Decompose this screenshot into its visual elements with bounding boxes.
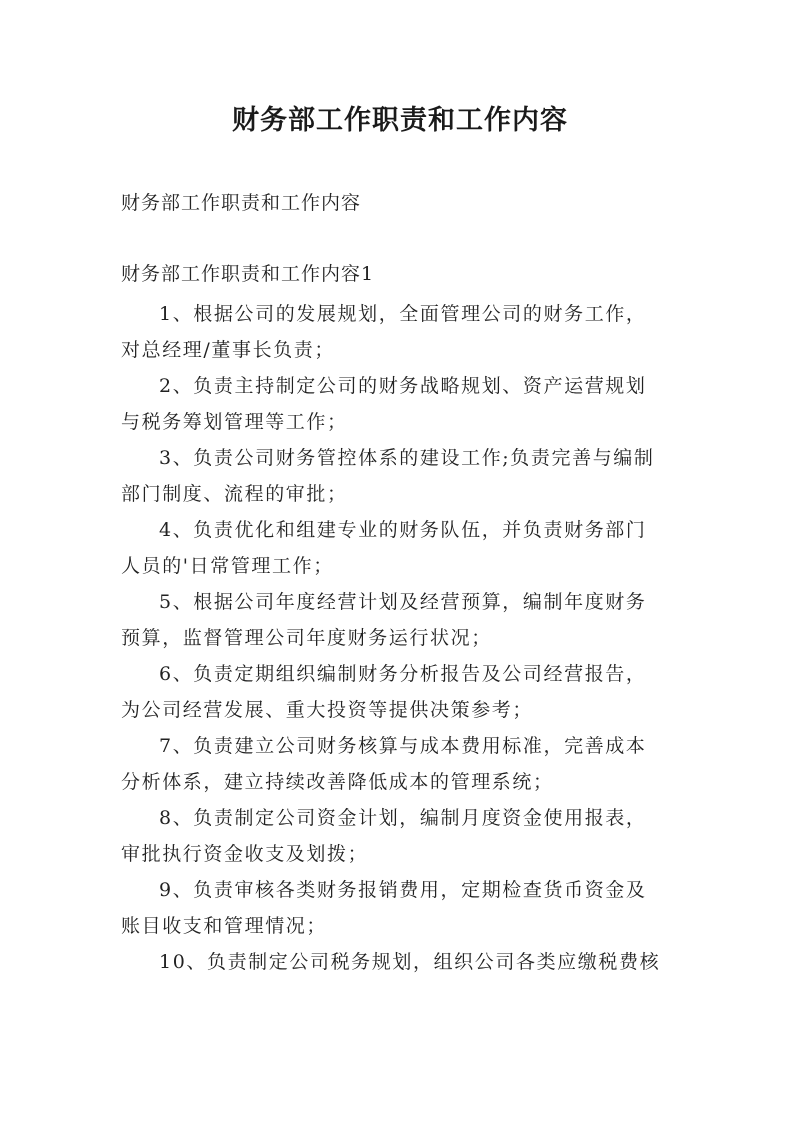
document-title: 财务部工作职责和工作内容 <box>232 105 568 136</box>
duty-item-2: 2、负责主持制定公司的财务战略规划、资产运营规划 与税务筹划管理等工作； <box>121 375 647 433</box>
duty-item-7: 7、负责建立公司财务核算与成本费用标准，完善成本 分析体系，建立持续改善降低成本的管理系统； <box>121 735 647 793</box>
duty-item-10: 10、负责制定公司税务规划，组织公司各类应缴税费核 <box>159 951 661 973</box>
section-heading: 财务部工作职责和工作内容1 <box>121 263 375 285</box>
duty-item-9: 9、负责审核各类财务报销费用，定期检查货币资金及 账目收支和管理情况； <box>121 879 647 937</box>
document-subtitle: 财务部工作职责和工作内容 <box>121 192 362 214</box>
duty-item-8: 8、负责制定公司资金计划，编制月度资金使用报表， 审批执行资金收支及划拨； <box>121 807 647 865</box>
duty-item-5: 5、根据公司年度经营计划及经营预算，编制年度财务 预算，监督管理公司年度财务运行状况； <box>121 591 647 649</box>
duty-item-3: 3、负责公司财务管控体系的建设工作;负责完善与编制 部门制度、流程的审批； <box>121 447 655 505</box>
duty-item-4: 4、负责优化和组建专业的财务队伍，并负责财务部门 人员的'日常管理工作； <box>121 519 647 577</box>
duty-list <box>121 296 679 980</box>
duty-item-6: 6、负责定期组织编制财务分析报告及公司经营报告， 为公司经营发展、重大投资等提供决策参考； <box>121 663 647 721</box>
duty-item-1: 1、根据公司的发展规划，全面管理公司的财务工作， 对总经理/董事长负责； <box>121 303 647 361</box>
